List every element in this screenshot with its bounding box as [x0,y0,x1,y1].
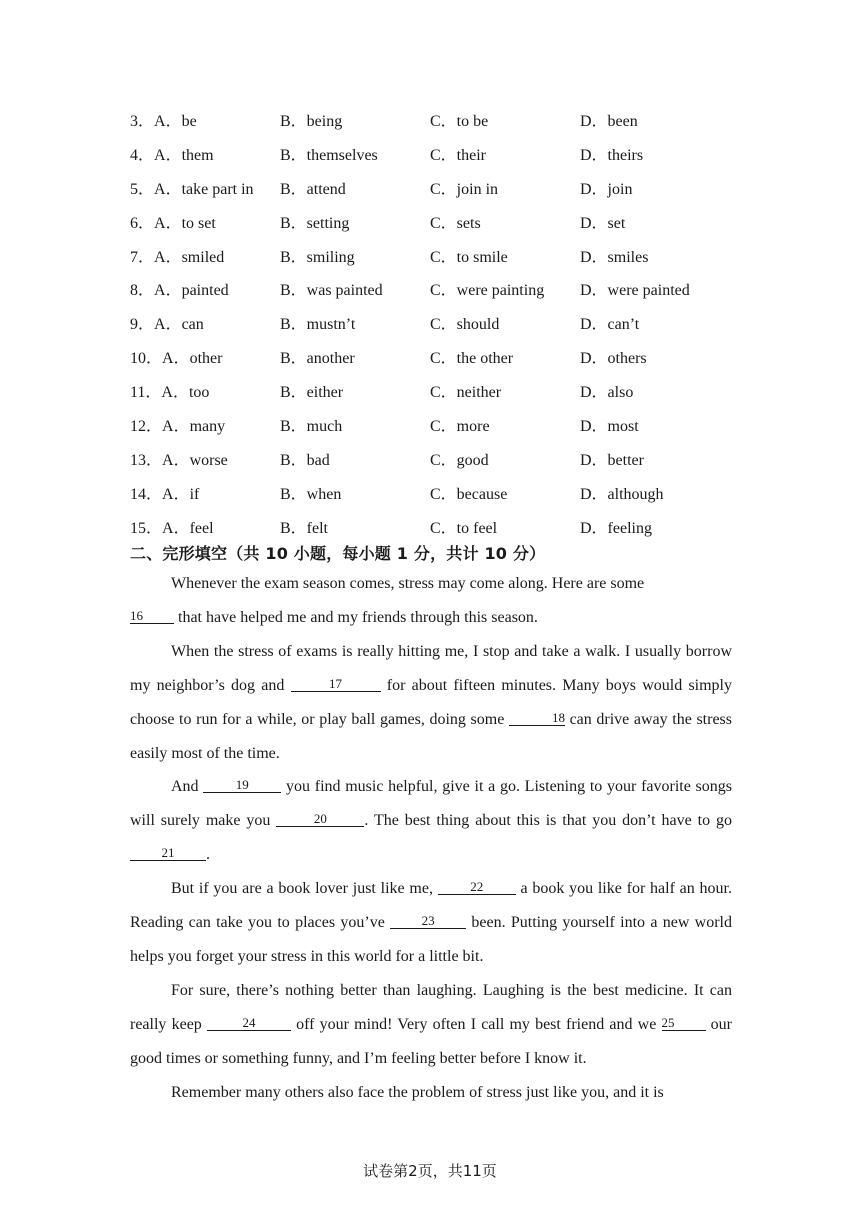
option-a: 10．A．other [130,350,223,368]
option-a: 12．A．many [130,418,226,436]
option-a: 8．A．painted [130,282,229,300]
choice-row-14 [130,478,740,512]
option-c: C．join in [430,180,499,198]
choice-row-12 [130,410,740,444]
option-c: C．to smile [430,248,508,266]
choice-row-6 [130,207,740,241]
blank-19: 19 [203,777,281,793]
option-d: D．set [580,214,626,232]
paragraph-3: And 19 you find music helpful, give it a go. Listening to your favorite songs will surely make you 20 . The best thing about this is that you don’t have to go 21 . [130,777,733,864]
option-b: B．was painted [280,282,383,300]
option-a: 7．A．smiled [130,248,225,266]
option-a: 11．A．too [130,384,210,402]
blank-24: 24 [207,1015,291,1031]
option-c: C．the other [430,350,514,368]
option-b: B．either [280,384,344,402]
paragraph-4: But if you are a book lover just like me, 22 a book you like for half an hour. Reading can take you to places you’ve 23 been. Putting yourself into a new world helps you forget your stress in this world for a little bit. [130,879,733,965]
option-c: C．neither [430,384,502,402]
option-d: D．were painted [580,282,690,300]
option-c: C．because [430,485,508,503]
option-c: C．more [430,418,490,436]
option-b: B．when [280,485,342,503]
option-d: D．smiles [580,248,649,266]
option-b: B．being [280,113,343,130]
option-a: 14．A．if [130,485,200,503]
option-c: C．sets [430,214,481,232]
blank-16: 16 [130,608,174,624]
option-d: D．others [580,350,647,368]
option-d: D．theirs [580,146,644,164]
option-d: D．been [580,113,638,130]
cloze-passage [130,567,732,1110]
option-d: D．most [580,418,639,436]
option-b: B．setting [280,214,350,232]
option-a: 9．A．can [130,316,204,334]
option-b: B．themselves [280,146,378,164]
choice-row-13 [130,444,740,478]
option-c: C．should [430,316,500,334]
option-d: D．join [580,180,633,198]
option-b: B．mustn’t [280,316,356,334]
choice-row-3 [130,105,740,139]
option-b: B．bad [280,451,330,469]
choice-list [130,105,740,546]
page-footer: 试卷第2页，共11页 [363,1162,497,1180]
option-a: 15．A．feel [130,519,214,537]
section-heading: 二、完形填空（共 10 小题，每小题 1 分，共计 10 分） [130,544,546,563]
blank-25: 25 [662,1015,706,1031]
choice-row-11 [130,376,740,410]
option-a: 5．A．take part in [130,180,254,198]
paragraph-6: Remember many others also face the problem of stress just like you, and it is [171,1083,664,1101]
option-a: 13．A．worse [130,451,228,469]
option-a: 6．A．to set [130,214,216,232]
option-c: C．to feel [430,519,498,537]
paragraph-2: When the stress of exams is really hitting me, I stop and take a walk. I usually borrow my neighbor’s dog and 17 for about fifteen minutes. Many boys would simply choose to run for a while, or play ball games, doing some 18 can drive away the stress easily most of the time. [130,642,733,762]
option-d: D．better [580,451,644,469]
option-b: B．much [280,418,343,436]
option-c: C．to be [430,113,489,130]
choice-row-9 [130,308,740,342]
option-a: 3．A．be [130,113,197,130]
option-b: B．attend [280,180,346,198]
option-a: 4．A．them [130,146,214,164]
option-c: C．their [430,146,486,164]
choice-row-5 [130,173,740,207]
paragraph-1: Whenever the exam season comes, stress may come along. Here are some 16 that have helped me and my friends through this season. [130,575,645,626]
blank-23: 23 [390,913,466,929]
option-c: C．were painting [430,282,545,300]
option-d: D．feeling [580,519,652,537]
choice-row-10 [130,342,740,376]
option-b: B．smiling [280,248,355,266]
blank-18: 18 [509,710,565,726]
blank-20: 20 [276,811,364,827]
choice-row-8 [130,274,740,308]
blank-21: 21 [130,845,206,861]
option-b: B．another [280,350,355,368]
option-d: D．can’t [580,316,640,334]
option-c: C．good [430,451,489,469]
option-b: B．felt [280,519,328,537]
option-d: D．also [580,384,634,402]
choice-row-7 [130,241,740,275]
blank-17: 17 [291,676,381,692]
option-d: D．although [580,485,664,503]
choice-row-4 [130,139,740,173]
blank-22: 22 [438,879,516,895]
paragraph-5: For sure, there’s nothing better than laughing. Laughing is the best medicine. It can really keep 24 off your mind! Very often I call my best friend and we 25 our good times or something funny, and I’m feeling better before I know it. [130,981,733,1067]
